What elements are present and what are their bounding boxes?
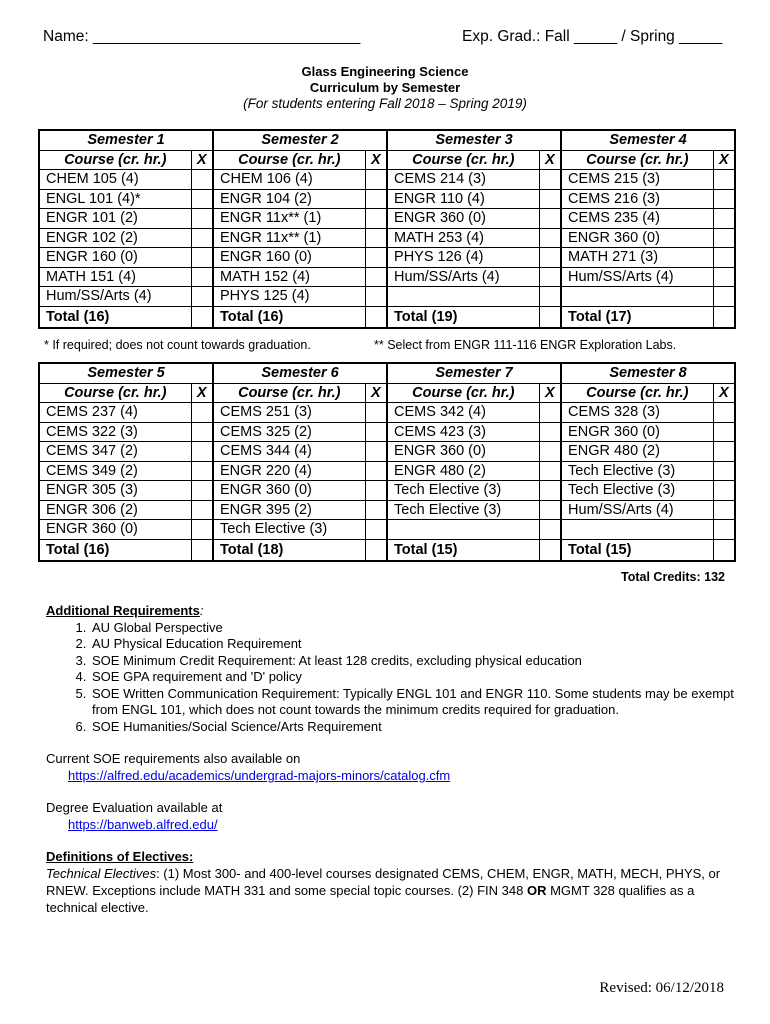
completion-checkbox-cell[interactable] <box>191 189 213 209</box>
x-column-header: X <box>713 150 735 170</box>
completion-checkbox-cell[interactable] <box>539 248 561 268</box>
course-cell: ENGR 102 (2) <box>39 228 191 248</box>
table-row <box>39 248 735 268</box>
completion-checkbox-cell[interactable] <box>713 189 735 209</box>
definition-text-part1: : (1) Most 300- and 400-level courses designated CEMS, CHEM, ENGR, MATH, MECH, PHYS, or RNEW. Exceptions include MATH 331 and some special topic courses. (2) FIN 348 <box>46 866 721 898</box>
column-header-row <box>39 150 735 170</box>
course-cell <box>561 520 713 540</box>
course-cell: CEMS 347 (2) <box>39 442 191 462</box>
column-header-row <box>39 383 735 403</box>
semester-header-row <box>39 130 735 150</box>
semester-total: Total (15) <box>561 539 713 561</box>
degree-evaluation-text: Degree Evaluation available at <box>46 800 223 815</box>
completion-checkbox-cell[interactable] <box>191 209 213 229</box>
footnote-double-asterisk: ** Select from ENGR 111-116 ENGR Exploration Labs. <box>374 338 677 352</box>
semester-header-row <box>39 363 735 383</box>
course-cell: PHYS 125 (4) <box>213 287 365 307</box>
semester-title: Semester 8 <box>561 363 735 383</box>
completion-checkbox-cell[interactable] <box>713 267 735 287</box>
table-row <box>39 442 735 462</box>
degree-evaluation <box>46 799 222 833</box>
course-column-header: Course (cr. hr.) <box>561 150 713 170</box>
completion-checkbox-cell[interactable] <box>191 403 213 423</box>
semester-total: Total (16) <box>39 306 191 328</box>
course-column-header: Course (cr. hr.) <box>213 150 365 170</box>
completion-checkbox-cell[interactable] <box>713 228 735 248</box>
course-cell: MATH 253 (4) <box>387 228 539 248</box>
completion-checkbox-cell[interactable] <box>539 520 561 540</box>
semester-title: Semester 1 <box>39 130 213 150</box>
x-column-header: X <box>365 383 387 403</box>
completion-checkbox-cell[interactable] <box>713 461 735 481</box>
course-cell: MATH 271 (3) <box>561 248 713 268</box>
definitions-of-electives <box>46 848 736 916</box>
completion-checkbox-cell[interactable] <box>365 539 387 561</box>
additional-requirements <box>46 603 736 735</box>
course-cell: ENGR 160 (0) <box>213 248 365 268</box>
table-row <box>39 520 735 540</box>
totals-row <box>39 306 735 328</box>
list-item: 1. AU Global Perspective <box>90 620 736 637</box>
semester-title: Semester 5 <box>39 363 213 383</box>
completion-checkbox-cell[interactable] <box>191 306 213 328</box>
name-field-label: Name: _______________________________ <box>43 28 361 45</box>
completion-checkbox-cell[interactable] <box>713 422 735 442</box>
table-row <box>39 403 735 423</box>
semester-title: Semester 2 <box>213 130 387 150</box>
technical-electives-label: Technical Electives <box>46 866 157 881</box>
course-cell: ENGR 360 (0) <box>561 422 713 442</box>
course-cell: CEMS 322 (3) <box>39 422 191 442</box>
course-cell: ENGR 395 (2) <box>213 500 365 520</box>
document-title <box>0 64 770 112</box>
banweb-link[interactable]: https://banweb.alfred.edu/ <box>68 817 218 832</box>
completion-checkbox-cell[interactable] <box>713 520 735 540</box>
course-column-header: Course (cr. hr.) <box>561 383 713 403</box>
course-column-header: Course (cr. hr.) <box>39 383 191 403</box>
course-cell: ENGR 480 (2) <box>561 442 713 462</box>
completion-checkbox-cell[interactable] <box>539 481 561 501</box>
course-column-header: Course (cr. hr.) <box>39 150 191 170</box>
course-cell: ENGR 480 (2) <box>387 461 539 481</box>
completion-checkbox-cell[interactable] <box>191 267 213 287</box>
course-cell: CEMS 423 (3) <box>387 422 539 442</box>
list-item: 3. SOE Minimum Credit Requirement: At least 128 credits, excluding physical education <box>90 653 736 670</box>
semester-total: Total (16) <box>39 539 191 561</box>
completion-checkbox-cell[interactable] <box>365 306 387 328</box>
table-row <box>39 500 735 520</box>
course-cell: CEMS 215 (3) <box>561 170 713 190</box>
semesters-1-4-table <box>38 129 736 329</box>
completion-checkbox-cell[interactable] <box>191 500 213 520</box>
list-item: 6. SOE Humanities/Social Science/Arts Requirement <box>90 719 736 736</box>
course-cell: Hum/SS/Arts (4) <box>561 500 713 520</box>
or-emphasis: OR <box>526 883 547 898</box>
completion-checkbox-cell[interactable] <box>365 481 387 501</box>
completion-checkbox-cell[interactable] <box>365 228 387 248</box>
table-row <box>39 481 735 501</box>
table-row <box>39 267 735 287</box>
semester-total: Total (16) <box>213 306 365 328</box>
current-requirements <box>46 750 450 784</box>
course-cell: ENGR 305 (3) <box>39 481 191 501</box>
x-column-header: X <box>539 150 561 170</box>
completion-checkbox-cell[interactable] <box>191 442 213 462</box>
completion-checkbox-cell[interactable] <box>539 461 561 481</box>
completion-checkbox-cell[interactable] <box>539 209 561 229</box>
course-cell: CHEM 106 (4) <box>213 170 365 190</box>
completion-checkbox-cell[interactable] <box>365 422 387 442</box>
semester-total: Total (18) <box>213 539 365 561</box>
technical-electives-definition <box>46 865 736 916</box>
semester-total: Total (15) <box>387 539 539 561</box>
completion-checkbox-cell[interactable] <box>191 248 213 268</box>
completion-checkbox-cell[interactable] <box>365 189 387 209</box>
course-cell <box>387 520 539 540</box>
completion-checkbox-cell[interactable] <box>539 539 561 561</box>
semester-total: Total (19) <box>387 306 539 328</box>
course-cell: CEMS 216 (3) <box>561 189 713 209</box>
completion-checkbox-cell[interactable] <box>365 461 387 481</box>
revised-date: Revised: 06/12/2018 <box>599 980 724 996</box>
course-cell: MATH 152 (4) <box>213 267 365 287</box>
completion-checkbox-cell[interactable] <box>365 442 387 462</box>
definition-text-part2: MGMT 328 qualifies as a technical elective. <box>46 883 695 915</box>
course-cell: ENGR 11x** (1) <box>213 228 365 248</box>
course-cell: CEMS 214 (3) <box>387 170 539 190</box>
course-cell: ENGR 360 (0) <box>387 442 539 462</box>
course-cell: ENGR 360 (0) <box>39 520 191 540</box>
course-cell: Tech Elective (3) <box>387 500 539 520</box>
course-cell: Hum/SS/Arts (4) <box>39 287 191 307</box>
completion-checkbox-cell[interactable] <box>539 306 561 328</box>
table-row <box>39 422 735 442</box>
semester-title: Semester 4 <box>561 130 735 150</box>
course-cell: ENGR 101 (2) <box>39 209 191 229</box>
course-cell: CEMS 342 (4) <box>387 403 539 423</box>
course-cell: PHYS 126 (4) <box>387 248 539 268</box>
table-row <box>39 287 735 307</box>
semesters-5-8-table <box>38 362 736 562</box>
course-cell: Tech Elective (3) <box>387 481 539 501</box>
course-cell: Hum/SS/Arts (4) <box>561 267 713 287</box>
completion-checkbox-cell[interactable] <box>365 287 387 307</box>
x-column-header: X <box>713 383 735 403</box>
table-row <box>39 461 735 481</box>
course-cell: ENGL 101 (4)* <box>39 189 191 209</box>
table-row <box>39 228 735 248</box>
semester-title: Semester 3 <box>387 130 561 150</box>
course-column-header: Course (cr. hr.) <box>213 383 365 403</box>
completion-checkbox-cell[interactable] <box>713 403 735 423</box>
x-column-header: X <box>191 150 213 170</box>
additional-requirements-heading: Additional Requirements <box>46 603 200 618</box>
x-column-header: X <box>365 150 387 170</box>
table-row <box>39 189 735 209</box>
completion-checkbox-cell[interactable] <box>191 481 213 501</box>
course-cell: CEMS 344 (4) <box>213 442 365 462</box>
course-cell: ENGR 110 (4) <box>387 189 539 209</box>
completion-checkbox-cell[interactable] <box>365 520 387 540</box>
curriculum-subtitle: Curriculum by Semester <box>309 80 461 95</box>
course-cell: CEMS 237 (4) <box>39 403 191 423</box>
completion-checkbox-cell[interactable] <box>539 442 561 462</box>
completion-checkbox-cell[interactable] <box>191 287 213 307</box>
semester-title: Semester 7 <box>387 363 561 383</box>
list-item: 4. SOE GPA requirement and 'D' policy <box>90 669 736 686</box>
completion-checkbox-cell[interactable] <box>191 422 213 442</box>
list-item: 2. AU Physical Education Requirement <box>90 636 736 653</box>
heading-colon: : <box>199 603 204 618</box>
x-column-header: X <box>191 383 213 403</box>
completion-checkbox-cell[interactable] <box>191 228 213 248</box>
completion-checkbox-cell[interactable] <box>539 422 561 442</box>
completion-checkbox-cell[interactable] <box>191 520 213 540</box>
total-credits: Total Credits: 132 <box>621 570 725 584</box>
completion-checkbox-cell[interactable] <box>539 170 561 190</box>
course-column-header: Course (cr. hr.) <box>387 150 539 170</box>
totals-row <box>39 539 735 561</box>
list-item: 5. SOE Written Communication Requirement: Typically ENGL 101 and ENGR 110. Some students may be exempt from ENGL 101, which does not count towards the minimum credits required for graduation. <box>90 686 736 719</box>
completion-checkbox-cell[interactable] <box>539 189 561 209</box>
table-row <box>39 209 735 229</box>
completion-checkbox-cell[interactable] <box>191 170 213 190</box>
course-cell: MATH 151 (4) <box>39 267 191 287</box>
completion-checkbox-cell[interactable] <box>191 461 213 481</box>
course-cell: ENGR 360 (0) <box>387 209 539 229</box>
course-cell: ENGR 11x** (1) <box>213 209 365 229</box>
completion-checkbox-cell[interactable] <box>191 539 213 561</box>
completion-checkbox-cell[interactable] <box>365 267 387 287</box>
course-cell: ENGR 104 (2) <box>213 189 365 209</box>
entry-term-note: (For students entering Fall 2018 – Spring 2019) <box>243 96 527 111</box>
completion-checkbox-cell[interactable] <box>713 442 735 462</box>
completion-checkbox-cell[interactable] <box>365 500 387 520</box>
x-column-header: X <box>539 383 561 403</box>
course-cell: Tech Elective (3) <box>213 520 365 540</box>
completion-checkbox-cell[interactable] <box>713 287 735 307</box>
course-cell: CEMS 235 (4) <box>561 209 713 229</box>
course-cell: ENGR 360 (0) <box>561 228 713 248</box>
completion-checkbox-cell[interactable] <box>539 267 561 287</box>
course-cell <box>387 287 539 307</box>
completion-checkbox-cell[interactable] <box>365 209 387 229</box>
course-cell: CEMS 251 (3) <box>213 403 365 423</box>
catalog-link[interactable]: https://alfred.edu/academics/undergrad-majors-minors/catalog.cfm <box>68 768 451 783</box>
course-cell: Tech Elective (3) <box>561 481 713 501</box>
definitions-heading: Definitions of Electives: <box>46 849 194 864</box>
footnote-single-asterisk: * If required; does not count towards graduation. <box>44 338 311 352</box>
expected-graduation-label: Exp. Grad.: Fall _____ / Spring _____ <box>462 28 723 45</box>
semester-title: Semester 6 <box>213 363 387 383</box>
completion-checkbox-cell[interactable] <box>539 287 561 307</box>
completion-checkbox-cell[interactable] <box>539 228 561 248</box>
course-cell: CEMS 349 (2) <box>39 461 191 481</box>
semester-total: Total (17) <box>561 306 713 328</box>
completion-checkbox-cell[interactable] <box>713 481 735 501</box>
course-cell: ENGR 306 (2) <box>39 500 191 520</box>
requirements-list <box>46 620 736 736</box>
completion-checkbox-cell[interactable] <box>539 403 561 423</box>
course-cell: CEMS 328 (3) <box>561 403 713 423</box>
course-cell: Hum/SS/Arts (4) <box>387 267 539 287</box>
current-requirements-text: Current SOE requirements also available on <box>46 751 301 766</box>
course-cell: ENGR 160 (0) <box>39 248 191 268</box>
completion-checkbox-cell[interactable] <box>365 248 387 268</box>
course-cell: ENGR 360 (0) <box>213 481 365 501</box>
completion-checkbox-cell[interactable] <box>713 170 735 190</box>
course-cell: Tech Elective (3) <box>561 461 713 481</box>
program-title: Glass Engineering Science <box>301 64 469 79</box>
course-cell: ENGR 220 (4) <box>213 461 365 481</box>
completion-checkbox-cell[interactable] <box>713 539 735 561</box>
course-cell: CEMS 325 (2) <box>213 422 365 442</box>
course-column-header: Course (cr. hr.) <box>387 383 539 403</box>
table-row <box>39 170 735 190</box>
completion-checkbox-cell[interactable] <box>365 170 387 190</box>
completion-checkbox-cell[interactable] <box>539 500 561 520</box>
completion-checkbox-cell[interactable] <box>713 306 735 328</box>
completion-checkbox-cell[interactable] <box>713 500 735 520</box>
course-cell: CHEM 105 (4) <box>39 170 191 190</box>
completion-checkbox-cell[interactable] <box>365 403 387 423</box>
completion-checkbox-cell[interactable] <box>713 248 735 268</box>
course-cell <box>561 287 713 307</box>
completion-checkbox-cell[interactable] <box>713 209 735 229</box>
